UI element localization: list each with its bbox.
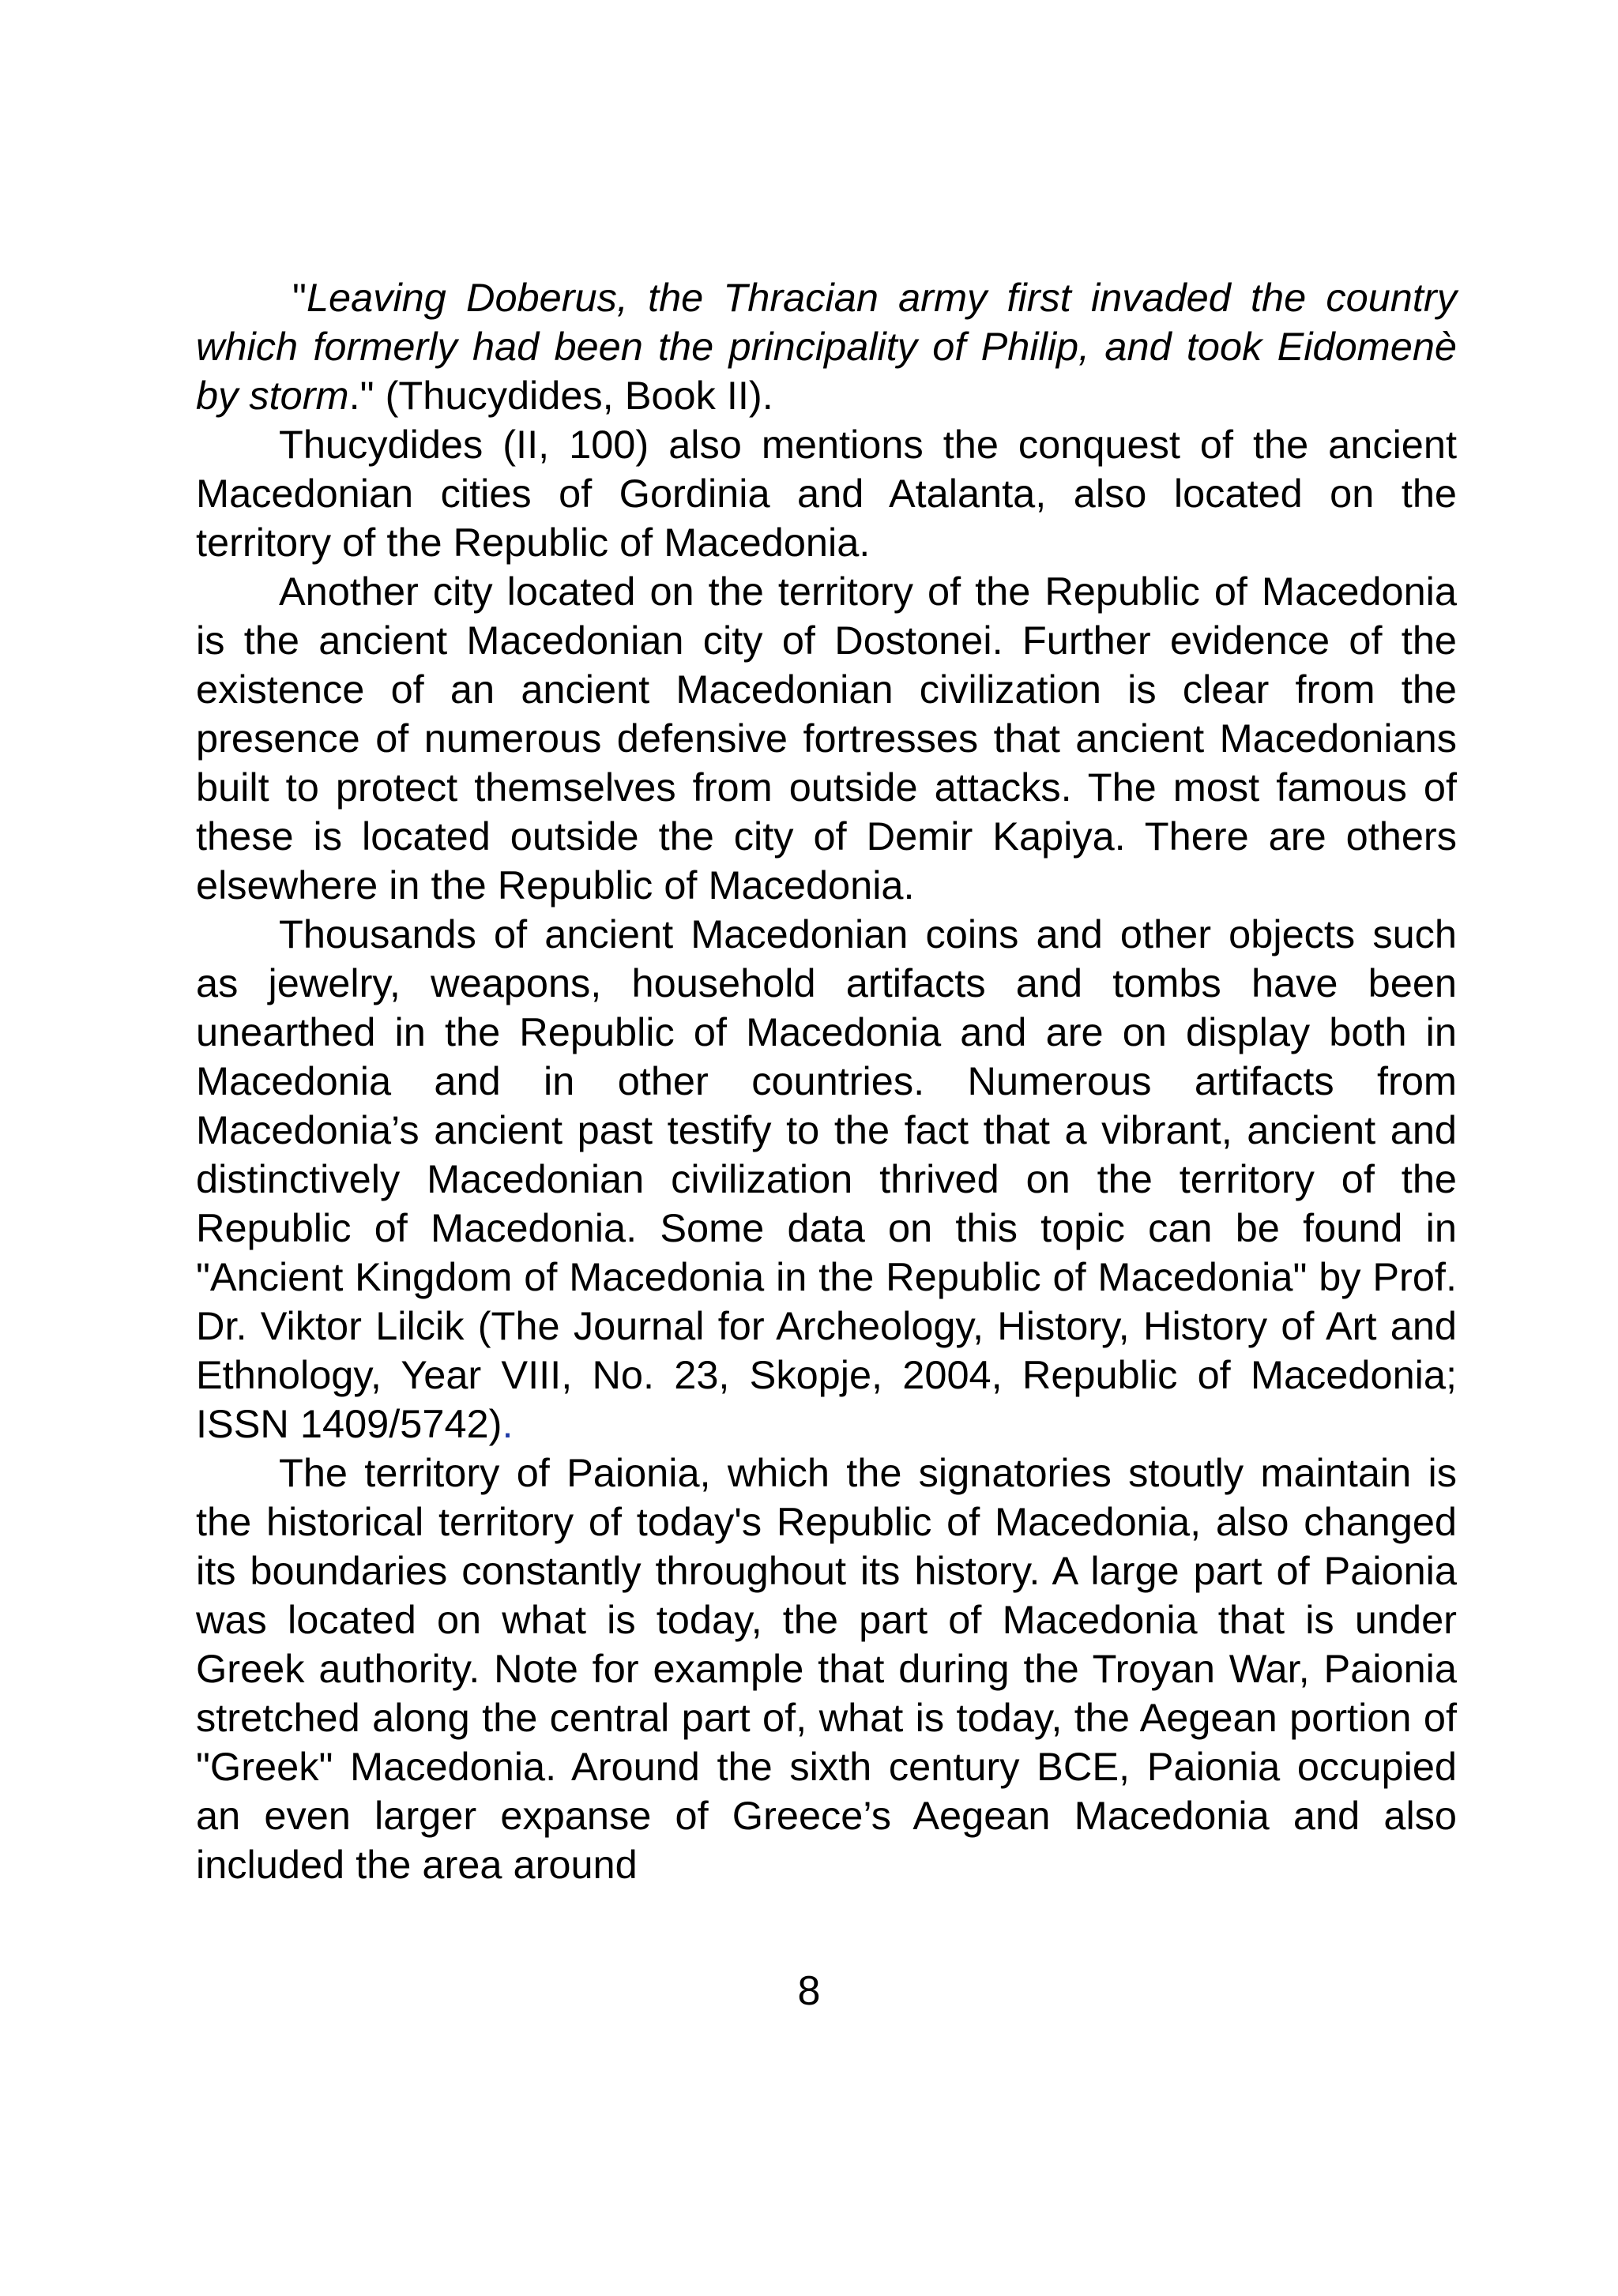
paragraph-artifacts-text: Thousands of ancient Macedonian coins and other objects such as jewelry, weapons, household artifacts and tombs have been unearthed in the Republic of Macedonia and are on display both in Macedonia and in other countries. Numerous artifacts from Macedonia’s ancient past testify to the fact that a vibrant, ancient and distinctively Macedonian civilization thrived on the territory of the Republic of Macedonia. Some data on this topic can be found in "Ancient Kingdom of Macedonia in the Republic of Macedonia" by Prof. Dr. Viktor Lilcik (The Journal for Archeology, History, History of Art and Ethnology, Year VIII, No. 23, Skopje, 2004, Republic of Macedonia; ISSN 1409/5742) [196, 911, 1457, 1446]
paragraph-quote [196, 273, 1457, 420]
quote-text: Leaving Doberus, the Thracian army first invaded the country which formerly had been the principality of Philip, and took Eidomenè by storm [196, 275, 1457, 418]
paragraph-paionia: The territory of Paionia, which the signatories stoutly maintain is the historical territory of today's Republic of Macedonia, also changed its boundaries constantly throughout its history. A large part of Paionia was located on what is today, the part of Macedonia that is under Greek authority. Note for example that during the Troyan War, Paionia stretched along the central part of, what is today, the Aegean portion of "Greek" Macedonia. Around the sixth century BCE, Paionia occupied an even larger expanse of Greece’s Aegean Macedonia and also included the area around [196, 1450, 1457, 1887]
quote-open: " [292, 275, 307, 320]
paragraph-thucydides: Thucydides (II, 100) also mentions the conquest of the ancient Macedonian cities of Gordinia and Atalanta, also located on the territory of the Republic of Macedonia. [196, 422, 1457, 565]
trailing-period: . [502, 1401, 514, 1446]
page-number: 8 [797, 1968, 821, 2014]
quote-citation: ." (Thucydides, Book II). [348, 373, 773, 418]
paragraph-dostonei: Another city located on the territory of the Republic of Macedonia is the ancient Macedonian city of Dostonei. Further evidence of the existence of an ancient Macedonian civilization is clear from the presence of numerous defensive fortresses that ancient Macedonians built to protect themselves from outside attacks. The most famous of these is located outside the city of Demir Kapiya. There are others elsewhere in the Republic of Macedonia. [196, 569, 1457, 908]
paragraph-artifacts [196, 910, 1457, 1449]
body-text [196, 273, 1457, 1889]
